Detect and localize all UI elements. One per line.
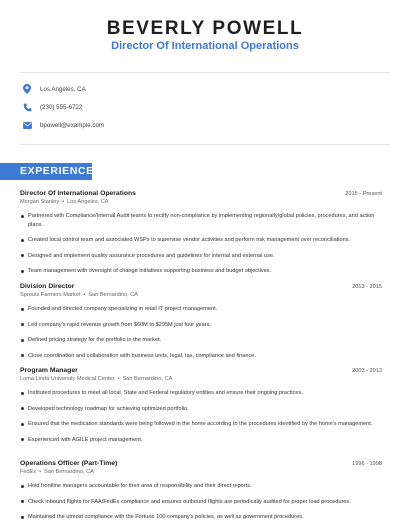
company-name: FedEx — [20, 469, 37, 475]
contact-location-text: Los Angeles, CA — [40, 85, 86, 93]
company-name: Morgan Stanley — [20, 199, 60, 205]
bullet-item: Instituted procedures to meet all local, State and Federal regulatory entities and ensure their ongoing practices. — [20, 389, 382, 398]
job-dates: 1996 - 1998 — [352, 461, 382, 467]
company-name: Loma Linda University Medical Center — [20, 376, 115, 382]
job-bullets — [20, 389, 382, 444]
bullet-item: Created local control team and associated WSPs to supervise vendor activities and perform risk management over reconciliations. — [20, 236, 382, 245]
bullet-item: Close coordination and collaboration with business units, legal, tax, compliance and finance. — [20, 352, 382, 361]
company-location: Los Angeles, CA — [67, 199, 109, 205]
bullet-item: Maintained the utmost compliance with the Fortune 100 company's policies, as well as government procedures. — [20, 513, 382, 522]
contact-location — [22, 83, 86, 95]
bullet-item: Partnered with Compliance/Internal Audit teams to rectify non-compliance by implementing regionally/global policies, procedures, and action plans. — [20, 212, 382, 229]
bullet-item: Developed technology roadmap for achieving optimized portfolio. — [20, 405, 382, 414]
job-entry — [20, 283, 382, 360]
bullet-item: Defined pricing strategy for the portfolio in the market. — [20, 336, 382, 345]
header-divider — [20, 72, 390, 73]
bullet-item: Ensured that the medication standards were being followed in the home according to the procedures identified by the home's management. — [20, 420, 382, 429]
job-title: Program Manager — [20, 367, 78, 374]
job-bullets — [20, 212, 382, 276]
job-entry — [20, 190, 382, 276]
contact-email-text: bpowell@example.com — [40, 121, 105, 129]
bullet-item: Check inbound flights for FAA/FedEx compliance and ensures outbound flights are periodically audited for proper load procedures. — [20, 498, 382, 507]
job-dates: 2003 - 2013 — [352, 368, 382, 374]
job-title: Division Director — [20, 283, 75, 290]
location-pin-icon — [22, 84, 32, 94]
company-location: San Bernardino, CA — [122, 376, 173, 382]
job-company: Sprouts Farmers Market • San Bernardino, CA — [20, 292, 139, 298]
job-company: Loma Linda University Medical Center • San Bernardino, CA — [20, 376, 173, 382]
bullet-item: Experienced with AGILE project management. — [20, 436, 382, 445]
candidate-title: Director Of International Operations — [111, 40, 299, 52]
bullet-item: Hold frontline managers accountable for their area of responsibility and their direct reports. — [20, 482, 382, 491]
candidate-name: BEVERLY POWELL — [106, 18, 304, 39]
contact-phone-text: (230) 555-6722 — [40, 103, 83, 111]
job-company: Morgan Stanley • Los Angeles, CA — [20, 199, 109, 205]
job-bullets — [20, 482, 382, 522]
job-title: Director Of International Operations — [20, 190, 136, 197]
job-dates: 2013 - 2015 — [352, 284, 382, 290]
phone-icon — [22, 102, 32, 112]
contact-phone — [22, 101, 82, 113]
experience-heading: EXPERIENCE — [20, 165, 94, 177]
company-location: San Bernardino, CA — [88, 292, 139, 298]
bullet-item: Designed and implement quality assurance procedures and guidelines for internal and external use. — [20, 252, 382, 261]
job-dates: 2015 - Present — [345, 191, 382, 197]
email-icon — [22, 120, 32, 130]
bullet-item: Led company's rapid revenue growth from $60M to $295M just four years. — [20, 321, 382, 330]
company-name: Sprouts Farmers Market — [20, 292, 81, 298]
contact-divider — [20, 144, 390, 145]
job-bullets — [20, 305, 382, 360]
bullet-item: Founded and directed company specializing in retail IT project management. — [20, 305, 382, 314]
contact-email — [22, 119, 104, 131]
bullet-item: Team management with oversight of change initiatives supporting business and budget objectives. — [20, 267, 382, 276]
job-entry — [20, 367, 382, 444]
job-title: Operations Officer (Part-Time) — [20, 460, 118, 467]
job-company: FedEx • San Bernardino, CA — [20, 469, 94, 475]
job-entry — [20, 460, 382, 522]
company-location: San Bernardino, CA — [44, 469, 94, 475]
